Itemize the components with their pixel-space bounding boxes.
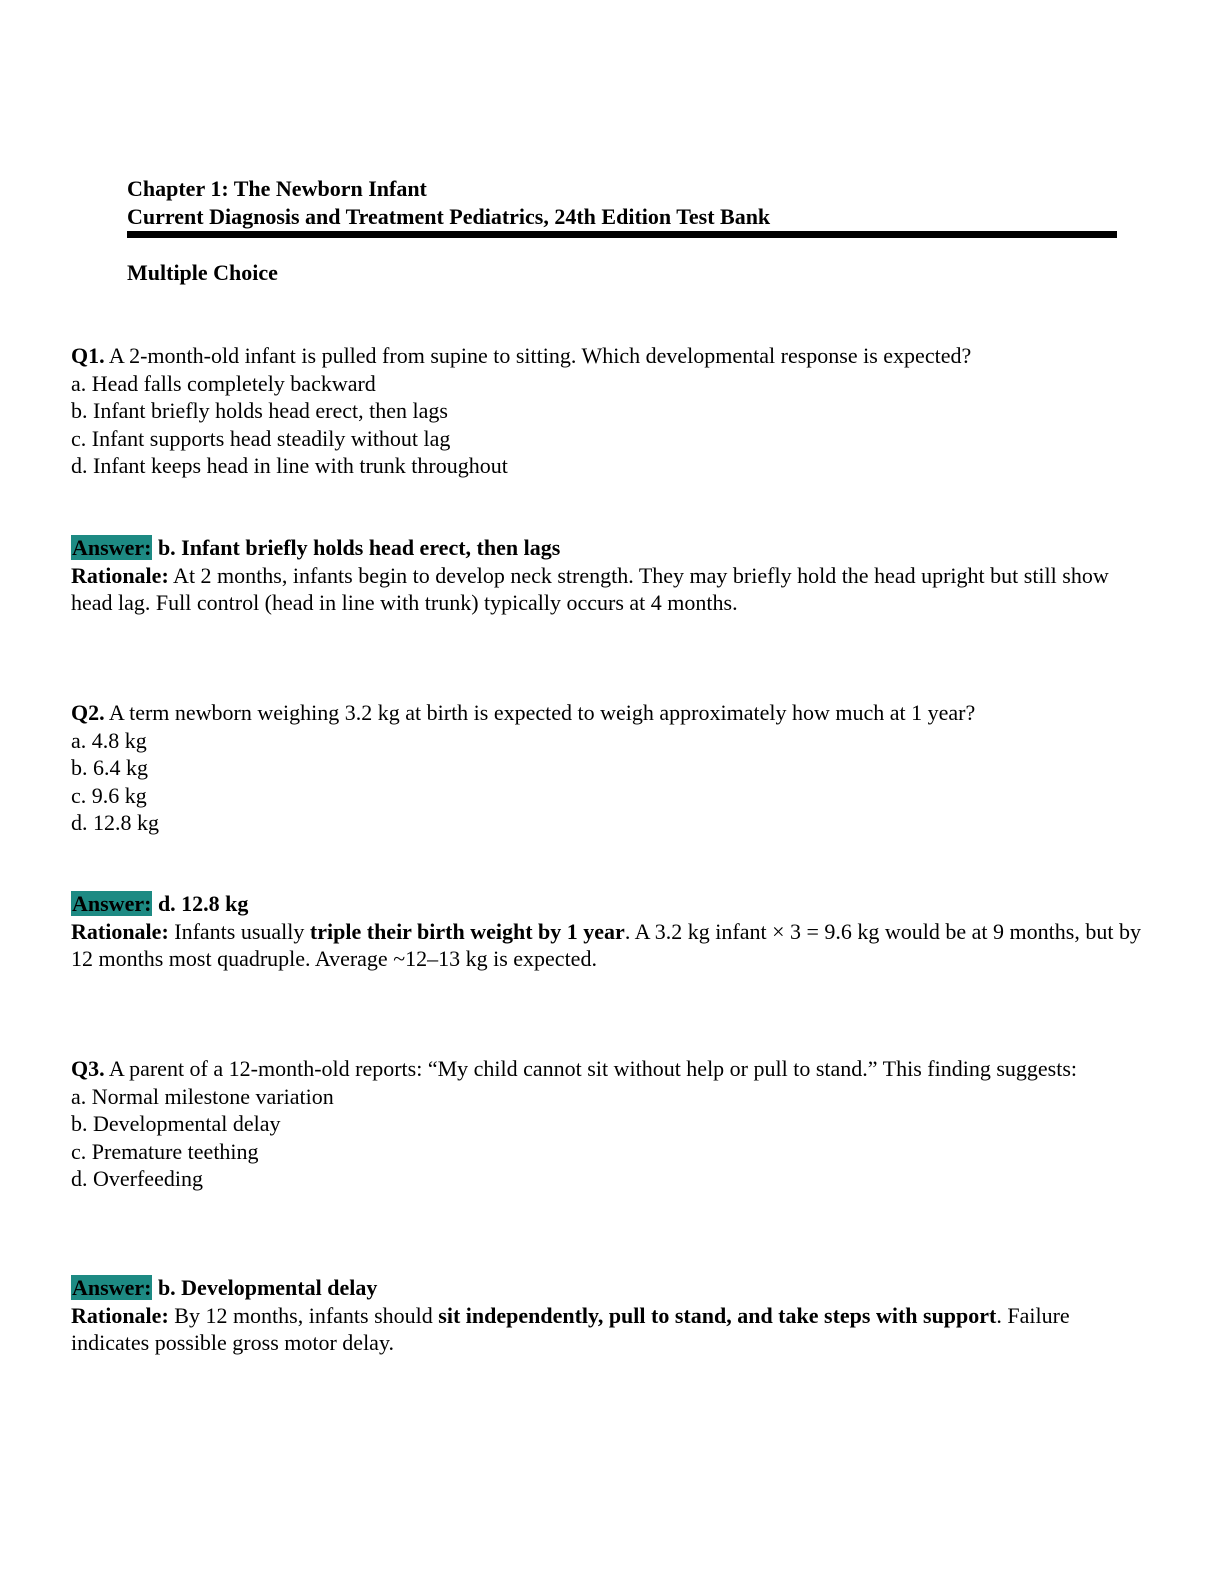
answer-line [71,890,1151,918]
option-b: b. Developmental delay [71,1111,281,1136]
answer-block-3 [71,1274,1151,1357]
rationale-text: At 2 months, infants begin to develop neck strength. They may briefly hold the head upright but still show head lag. Full control (head in line with trunk) typically occurs at 4 months. [71,562,1109,615]
option-c: c. Premature teething [71,1138,259,1164]
option-d: d. Overfeeding [71,1166,203,1191]
question-block-1 [71,342,1151,480]
question-block-3 [71,1055,1151,1193]
book-title: Current Diagnosis and Treatment Pediatrics, 24th Edition Test Bank [127,204,771,229]
rationale-text: By 12 months, infants should [168,1302,439,1328]
answer-label: Answer: [72,1275,152,1300]
option-c: c. 9.6 kg [71,782,147,808]
option-a: a. 4.8 kg [71,727,147,753]
option-a: a. Head falls completely backward [71,370,376,396]
question-stem [71,342,1151,370]
answer-label: Answer: [72,891,152,916]
question-text: A 2-month-old infant is pulled from supine to sitting. Which developmental response is expected? [104,343,972,368]
option-b: b. Infant briefly holds head erect, then lags [71,398,448,423]
rationale [71,918,1151,973]
question-stem [71,1055,1151,1083]
option-d: d. 12.8 kg [71,810,159,835]
section-title: Multiple Choice [127,260,278,285]
answer-line [71,534,1151,562]
option-b: b. 6.4 kg [71,755,148,780]
answer-line [71,1274,1151,1302]
rationale-label: Rationale: [71,1302,169,1328]
rationale-text-continued: . A 3.2 kg infant × 3 = 9.6 kg would be at 9 months, but by 12 months most quadruple. Average ~12–13 kg is expected. [71,918,1141,971]
question-stem [71,699,1151,727]
rationale-emphasis: triple their birth weight by 1 year [309,918,625,944]
answer-text: b. Developmental delay [152,1275,378,1300]
answer-text: b. Infant briefly holds head erect, then lags [152,535,561,560]
rationale-emphasis: sit independently, pull to stand, and take steps with support [438,1302,997,1328]
document-header [127,175,1117,231]
chapter-title: Chapter 1: The Newborn Infant [127,176,427,201]
question-number: Q3. [71,1056,105,1081]
rationale [71,1302,1151,1357]
question-text: A term newborn weighing 3.2 kg at birth is expected to weigh approximately how much at 1 year? [104,700,976,725]
question-number: Q1. [71,343,105,368]
rationale-text-continued: . Failure indicates possible gross motor delay. [71,1302,1070,1355]
answer-block-1 [71,534,1151,617]
header-rule [127,231,1117,238]
option-d: d. Infant keeps head in line with trunk throughout [71,453,508,478]
rationale-text: Infants usually [168,918,310,944]
answer-text: d. 12.8 kg [152,891,249,916]
answer-block-2 [71,890,1151,973]
option-a: a. Normal milestone variation [71,1083,334,1109]
question-block-2 [71,699,1151,837]
question-number: Q2. [71,700,105,725]
question-text: A parent of a 12-month-old reports: “My child cannot sit without help or pull to stand.” This finding suggests: [104,1056,1077,1081]
rationale [71,562,1151,617]
rationale-label: Rationale: [71,918,169,944]
option-c: c. Infant supports head steadily without lag [71,425,451,451]
rationale-label: Rationale: [71,562,169,588]
answer-label: Answer: [72,535,152,560]
